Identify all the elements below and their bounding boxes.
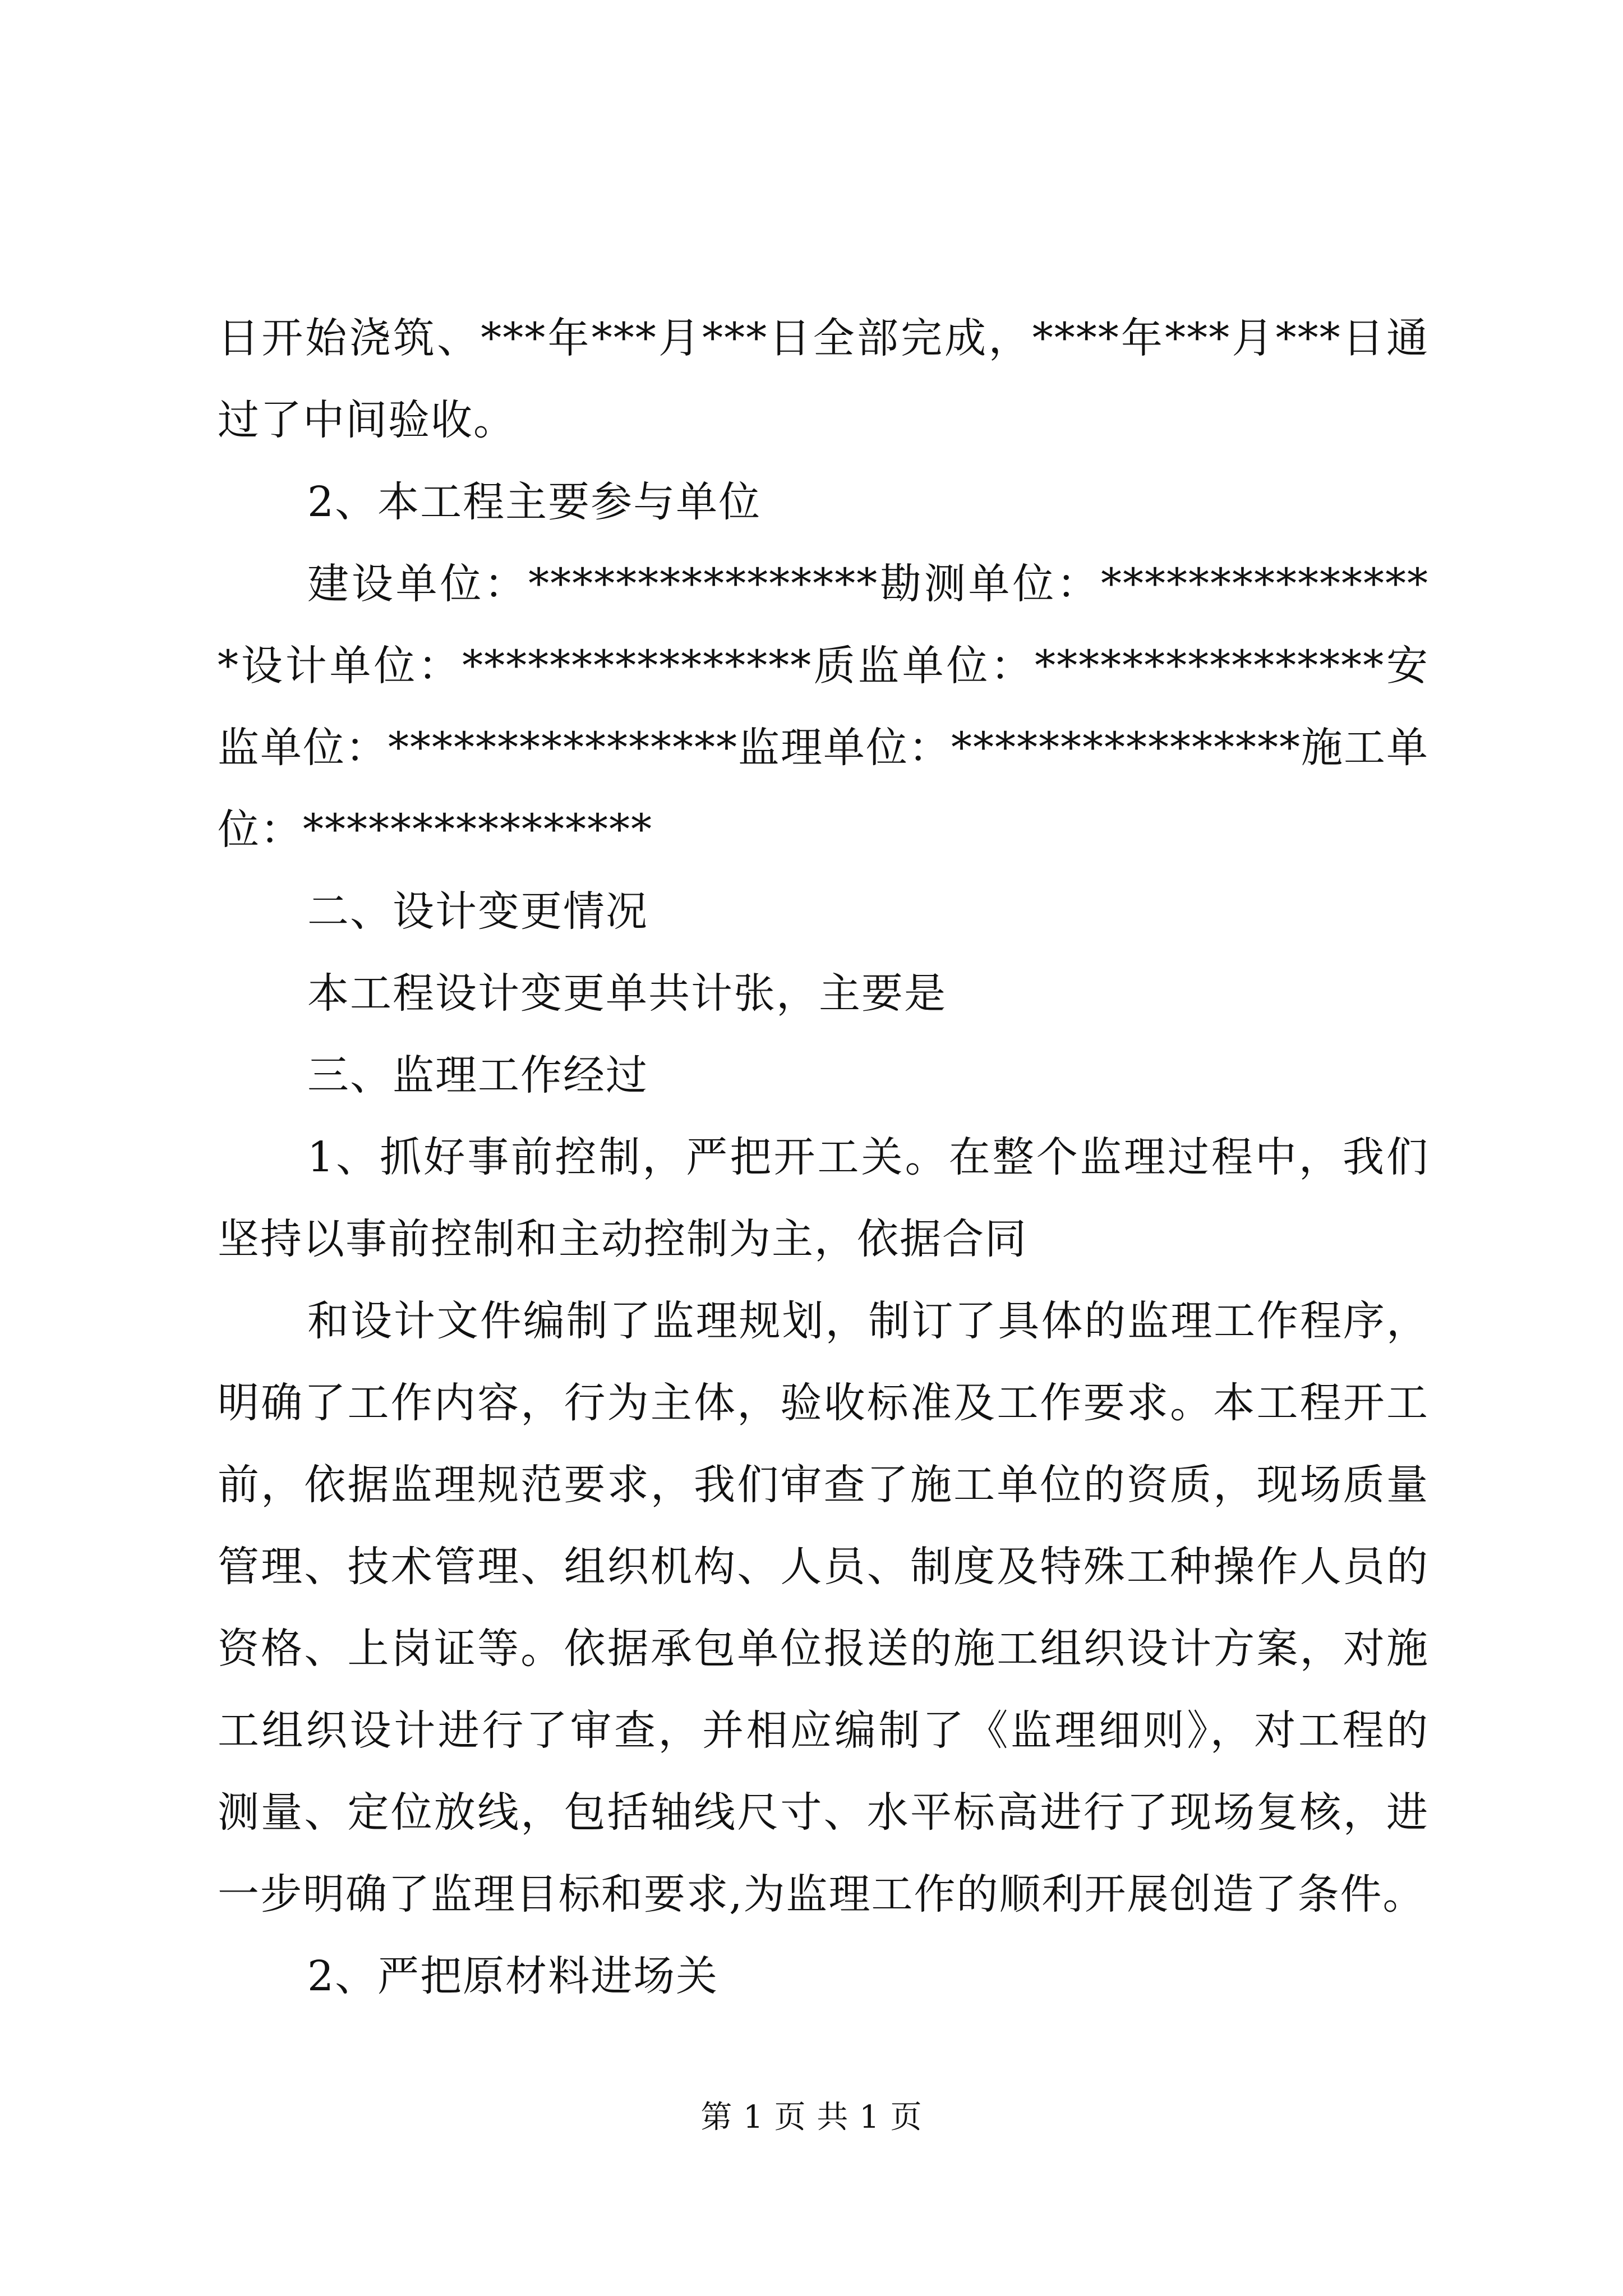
section-heading-supervision-process: 三、监理工作经过 — [307, 1051, 648, 1099]
paragraph-participants-heading: 2、本工程主要参与单位 — [307, 478, 762, 526]
paragraph-intro-continuation: 日开始浇筑、***年***月***日全部完成，****年***月***日通过了中间验收。 — [218, 314, 1429, 444]
section-heading-design-changes: 二、设计变更情况 — [307, 887, 648, 936]
paragraph-pre-control: 1、抓好事前控制，严把开工关。在整个监理过程中，我们坚持以事前控制和主动控制为主，依据合同 — [218, 1133, 1429, 1263]
paragraph-materials-heading: 2、严把原材料进场关 — [307, 1952, 719, 2000]
document-body — [218, 297, 1429, 2017]
paragraph-design-changes: 本工程设计变更单共计张，主要是 — [307, 969, 947, 1018]
paragraph-supervision-plan: 和设计文件编制了监理规划，制订了具体的监理工作程序，明确了工作内容，行为主体，验收标准及工作要求。本工程开工前，依据监理规范要求，我们审查了施工单位的资质，现场质量管理、技术管理、组织机构、人员、制度及特殊工种操作人员的资格、上岗证等。依据承包单位报送的施工组织设计方案，对施工组织设计进行了审查，并相应编制了《监理细则》，对工程的测量、定位放线，包括轴线尺寸、水平标高进行了现场复核，进一步明确了监理目标和要求,为监理工作的顺利开展创造了条件。 — [218, 1297, 1429, 1918]
paragraph-participants-list: 建设单位：****************勘测单位：****************设计单位：****************质监单位：****************安监单位：****************监理单位：****************施工单位：**************** — [218, 560, 1429, 854]
page-footer: 第 1 页 共 1 页 — [700, 2099, 923, 2136]
